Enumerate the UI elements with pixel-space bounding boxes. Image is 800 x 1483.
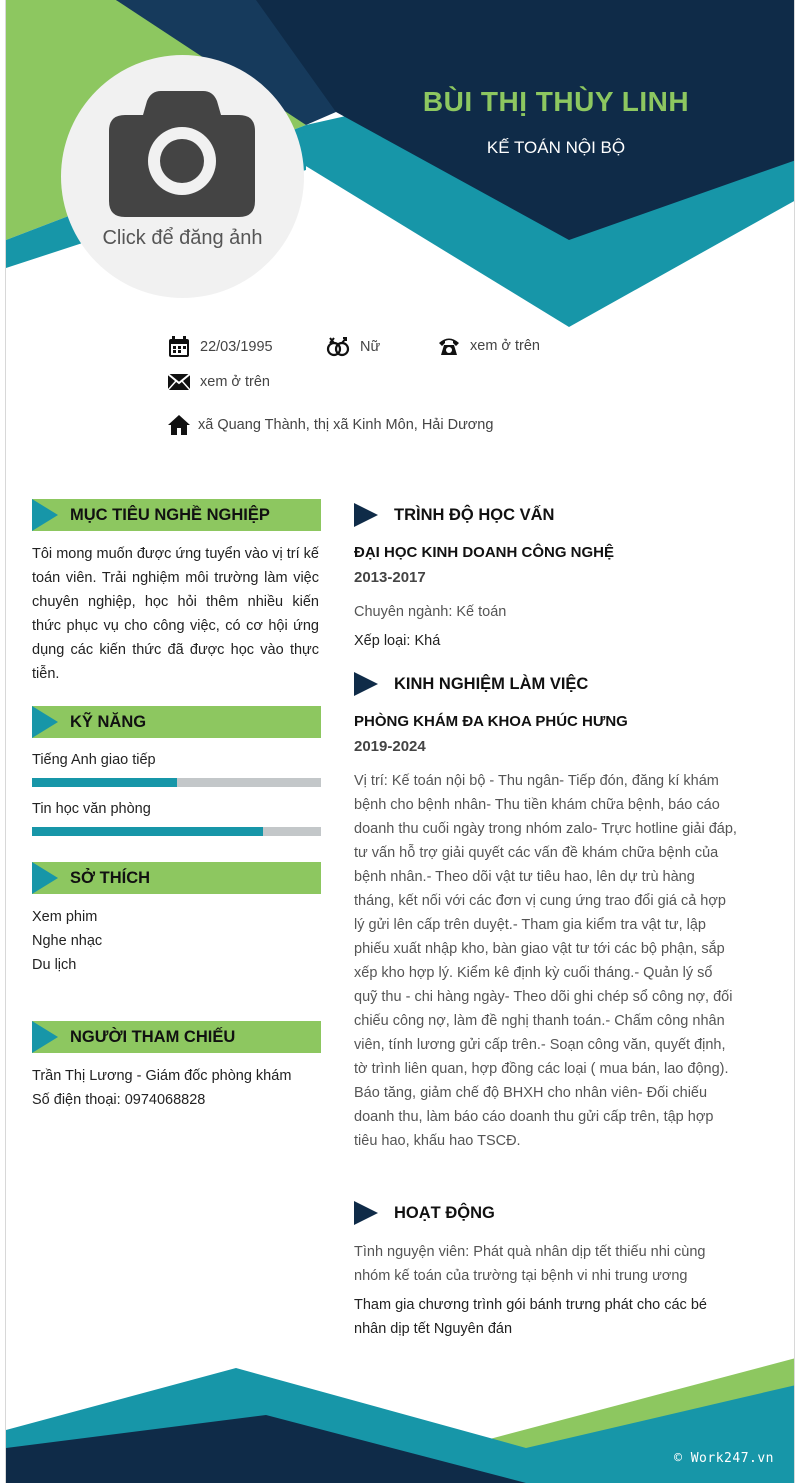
education-heading-text: TRÌNH ĐỘ HỌC VẤN — [394, 505, 555, 524]
phone-icon — [438, 336, 460, 356]
education-grade: Xếp loại: Khá — [354, 633, 441, 649]
camera-icon — [109, 91, 255, 217]
address-value: xã Quang Thành, thị xã Kinh Môn, Hải Dương — [198, 417, 494, 433]
triangle-bullet-icon — [354, 503, 378, 527]
birthday-info — [168, 336, 273, 358]
company-name: PHÒNG KHÁM ĐA KHOA PHÚC HƯNG — [354, 713, 628, 730]
calendar-icon — [168, 336, 190, 358]
triangle-bullet-icon — [32, 862, 58, 894]
watermark: © Work247.vn — [674, 1451, 774, 1466]
triangle-bullet-icon — [354, 672, 378, 696]
gender-info — [326, 336, 380, 358]
education-years: 2013-2017 — [354, 569, 426, 586]
job-title: KẾ TOÁN NỘI BỘ — [486, 138, 626, 157]
list-item: Nghe nhạc — [32, 933, 103, 949]
hobbies-list — [32, 905, 319, 977]
skill-bar-fill — [32, 778, 177, 787]
objective-heading-text: MỤC TIÊU NGHỀ NGHIỆP — [70, 505, 270, 524]
hobbies-heading — [32, 862, 321, 894]
skills-heading-text: KỸ NĂNG — [70, 712, 147, 731]
activity-item: Tham gia chương trình gói bánh trưng phát cho các bé nhân dịp tết Nguyên đán — [354, 1297, 707, 1337]
references-list — [32, 1064, 319, 1112]
activities-heading — [354, 1197, 734, 1229]
reference-phone: Số điện thoại: 0974068828 — [32, 1092, 206, 1108]
references-heading-text: NGƯỜI THAM CHIẾU — [70, 1027, 236, 1046]
skill-label: Tin học văn phòng — [32, 801, 151, 817]
triangle-bullet-icon — [32, 706, 58, 738]
home-icon — [168, 414, 190, 436]
hobbies-heading-text: SỞ THÍCH — [70, 868, 151, 887]
references-heading — [32, 1021, 321, 1053]
photo-upload[interactable] — [61, 55, 304, 298]
birthday-value: 22/03/1995 — [200, 339, 273, 355]
triangle-bullet-icon — [354, 1201, 378, 1225]
experience-heading-text: KINH NGHIỆM LÀM VIỆC — [394, 674, 589, 693]
skill-bar-fill — [32, 827, 263, 836]
experience-description: Vị trí: Kế toán nội bộ - Thu ngân- Tiếp đón, đăng kí khám bệnh cho bệnh nhân- Thu tiền khám chữa bệnh, báo cáo doanh thu cuối ngày trong nhóm zalo- Trực hotline giải đáp, tư vấn hỗ trợ giải quyết các vấn đề khám chữa bệnh của bệnh nhân.- Theo dõi vật tư tiêu hao, lên dự trù hàng tháng, kết nối với các đơn vị cung ứng trao đổi giá cả hợp lý gửi lên cấp trên duyệt.- Tham gia kiểm tra vật tư, lập phiếu xuất nhập kho, bàn giao vật tư tới các bộ phận, sắp xếp kho hợp lý. Kiểm kê định kỳ cuối tháng.- Quản lý sổ quỹ thu - chi hàng ngày- Theo dõi ghi chép sổ công nợ, đối chiếu công nợ, làm đề nghị thanh toán.- Chấm công nhân viên, tính lương gửi cấp trên.- Soạn công văn, quyết định, tờ trình liên quan, hợp đồng các loại ( mua bán, lao động). Báo tăng, giảm chế độ BHXH cho nhân viên- Đối chiếu doanh thu, làm báo cáo doanh thu gửi cấp trên, tập hợp tiêu hao, khấu hao TSCĐ. — [354, 773, 737, 1149]
candidate-name: BÙI THỊ THÙY LINH — [422, 86, 690, 117]
address-info — [168, 414, 493, 436]
education-heading — [354, 499, 734, 531]
cv-page — [5, 0, 795, 1483]
activities-heading-text: HOẠT ĐỘNG — [394, 1203, 495, 1222]
activity-item: Tình nguyện viên: Phát quà nhân dịp tết thiếu nhi cùng nhóm kế toán của trường tại bệnh vi nhi trung ương — [354, 1244, 706, 1284]
skill-bar — [32, 827, 321, 836]
email-info — [168, 374, 270, 390]
experience-years: 2019-2024 — [354, 738, 426, 755]
reference-person: Trần Thị Lương - Giám đốc phòng khám — [32, 1068, 292, 1084]
school-name: ĐẠI HỌC KINH DOANH CÔNG NGHỆ — [354, 544, 615, 561]
envelope-icon — [168, 374, 190, 390]
skill-label: Tiếng Anh giao tiếp — [32, 752, 156, 768]
triangle-bullet-icon — [32, 1021, 58, 1053]
gender-icon — [326, 336, 350, 358]
skill-bar — [32, 778, 321, 787]
triangle-bullet-icon — [32, 499, 58, 531]
education-major: Chuyên ngành: Kế toán — [354, 604, 507, 620]
list-item: Du lịch — [32, 957, 77, 973]
objective-heading — [32, 499, 321, 531]
objective-text: Tôi mong muốn được ứng tuyển vào vị trí kế toán viên. Trải nghiệm môi trường làm việc chuyên nghiệp, học hỏi thêm nhiều kiến thức phục vụ cho công việc, có cơ hội ứng dụng các kiến thức đã được học vào thực tiễn. — [32, 546, 319, 682]
email-value: xem ở trên — [200, 374, 270, 390]
experience-heading — [354, 668, 734, 700]
photo-upload-label: Click để đăng ảnh — [102, 227, 263, 249]
phone-info — [438, 336, 540, 356]
list-item: Xem phim — [32, 909, 98, 925]
phone-value: xem ở trên — [470, 338, 540, 354]
skills-heading — [32, 706, 321, 738]
gender-value: Nữ — [360, 339, 381, 355]
